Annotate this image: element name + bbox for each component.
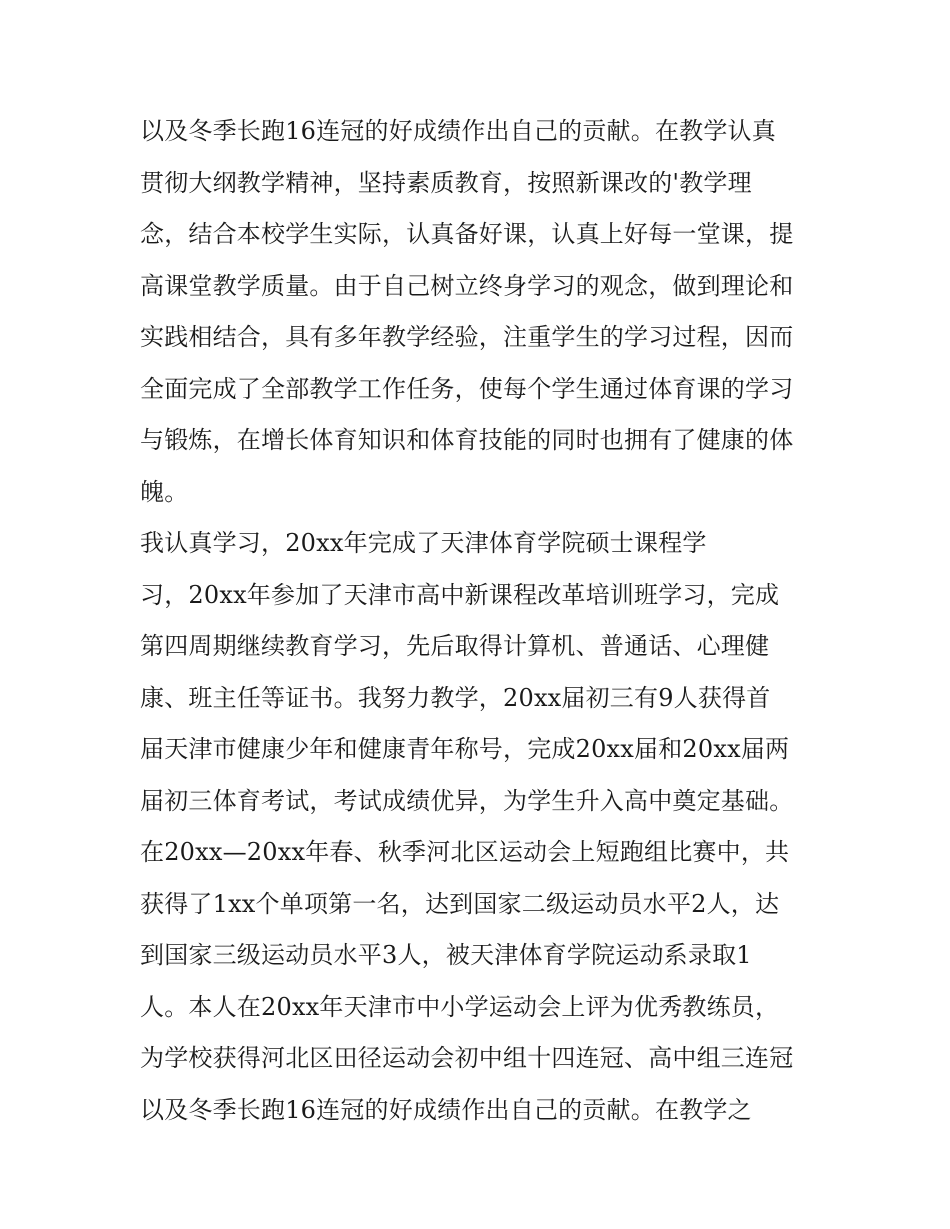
- text-line: 实践相结合，具有多年教学经验，注重学生的学习过程，因而: [140, 323, 794, 351]
- text-line: 人。本人在20xx年天津市中小学运动会上评为优秀教练员，: [140, 992, 780, 1021]
- text-line: 我认真学习，20xx年完成了天津体育学院硕士课程学: [140, 529, 707, 557]
- text-line: 念，结合本校学生实际，认真备好课，认真上好每一堂课，提: [140, 220, 794, 248]
- text-line: 到国家三级运动员水平3人，被天津体育学院运动系录取1: [140, 941, 752, 969]
- text-line: 魄。: [140, 477, 189, 506]
- text-line: 习，20xx年参加了天津市高中新课程改革培训班学习，完成: [140, 580, 780, 609]
- text-line: 高课堂教学质量。由于自己树立终身学习的观念，做到理论和: [140, 271, 794, 300]
- text-line: 为学校获得河北区田径运动会初中组十四连冠、高中组三连冠: [140, 1044, 794, 1072]
- text-line: 康、班主任等证书。我努力教学，20xx届初三有9人获得首: [140, 683, 771, 712]
- text-line: 全面完成了全部教学工作任务，使每个学生通过体育课的学习: [140, 374, 794, 403]
- text-line: 获得了1xx个单项第一名，达到国家二级运动员水平2人，达: [140, 889, 780, 918]
- text-line: 届天津市健康少年和健康青年称号，完成20xx届和20xx届两: [140, 735, 790, 763]
- text-line: 以及冬季长跑16连冠的好成绩作出自己的贡献。在教学认真: [140, 117, 776, 145]
- body-text: [140, 106, 830, 1136]
- text-line: 与锻炼，在增长体育知识和体育技能的同时也拥有了健康的体: [140, 426, 794, 454]
- text-line: 以及冬季长跑16连冠的好成绩作出自己的贡献。在教学之: [140, 1095, 752, 1124]
- text-line: 届初三体育考试，考试成绩优异，为学生升入高中奠定基础。: [140, 786, 794, 815]
- text-line: 第四周期继续教育学习，先后取得计算机、普通话、心理健: [140, 632, 770, 660]
- text-line: 在20xx—20xx年春、秋季河北区运动会上短跑组比赛中，共: [140, 838, 790, 866]
- text-line: 贯彻大纲教学精神，坚持素质教育，按照新课改的'教学理: [140, 168, 752, 197]
